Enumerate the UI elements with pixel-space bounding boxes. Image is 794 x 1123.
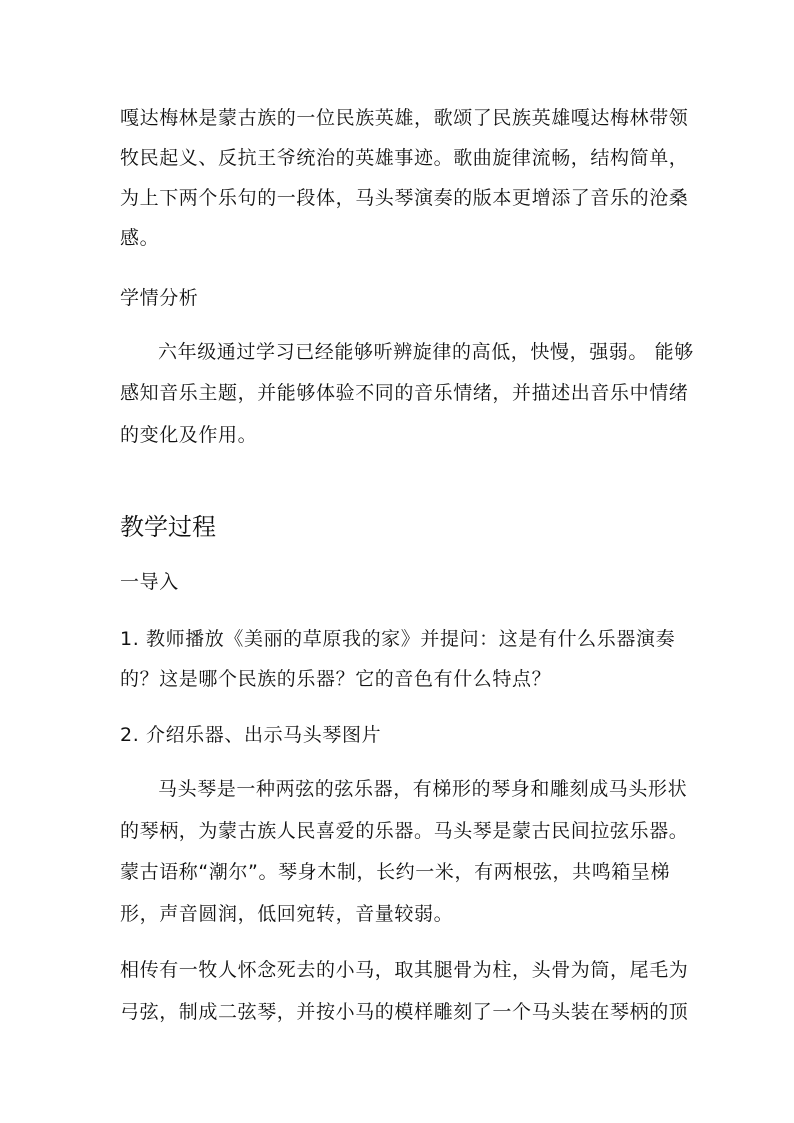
step-one-line-1: 1. 教师播放《美丽的草原我的家》并提问：这是有什么乐器演奏 bbox=[120, 628, 676, 650]
instrument-line-2: 的琴柄，为蒙古族人民喜爱的乐器。马头琴是蒙古民间拉弦乐器。 bbox=[120, 820, 689, 842]
intro-line-1: 嘎达梅林是蒙古族的一位民族英雄，歌颂了民族英雄嘎达梅林带领 bbox=[120, 107, 689, 129]
analysis-line-2: 感知音乐主题，并能够体验不同的音乐情绪，并描述出音乐中情绪 bbox=[120, 382, 689, 404]
process-title: 教学过程 bbox=[120, 513, 216, 541]
step-one-line-2: 的？这是哪个民族的乐器？它的音色有什么特点？ bbox=[120, 668, 552, 690]
intro-line-4: 感。 bbox=[120, 227, 160, 249]
intro-line-2: 牧民起义、反抗王爷统治的英雄事迹。歌曲旋律流畅，结构简单， bbox=[120, 147, 689, 169]
analysis-title: 学情分析 bbox=[120, 287, 199, 309]
step-two-title: 2. 介绍乐器、出示马头琴图片 bbox=[120, 724, 382, 746]
analysis-line-1: 六年级通过学习已经能够听辨旋律的高低，快慢，强弱。 能够 bbox=[158, 341, 694, 363]
analysis-line-3: 的变化及作用。 bbox=[120, 424, 258, 446]
instrument-line-3: 蒙古语称“潮尔”。琴身木制，长约一米，有两根弦，共鸣箱呈梯 bbox=[120, 861, 671, 883]
instrument-line-1: 马头琴是一种两弦的弦乐器，有梯形的琴身和雕刻成马头形状 bbox=[158, 778, 688, 800]
section-one-title: 一导入 bbox=[120, 571, 179, 593]
intro-line-3: 为上下两个乐句的一段体，马头琴演奏的版本更增添了音乐的沧桑 bbox=[120, 187, 689, 209]
instrument-line-4: 形，声音圆润，低回宛转，音量较弱。 bbox=[120, 903, 454, 925]
legend-line-1: 相传有一牧人怀念死去的小马，取其腿骨为柱，头骨为筒，尾毛为 bbox=[120, 959, 689, 981]
legend-line-2: 弓弦，制成二弦琴，并按小马的模样雕刻了一个马头装在琴柄的顶 bbox=[120, 1001, 689, 1023]
